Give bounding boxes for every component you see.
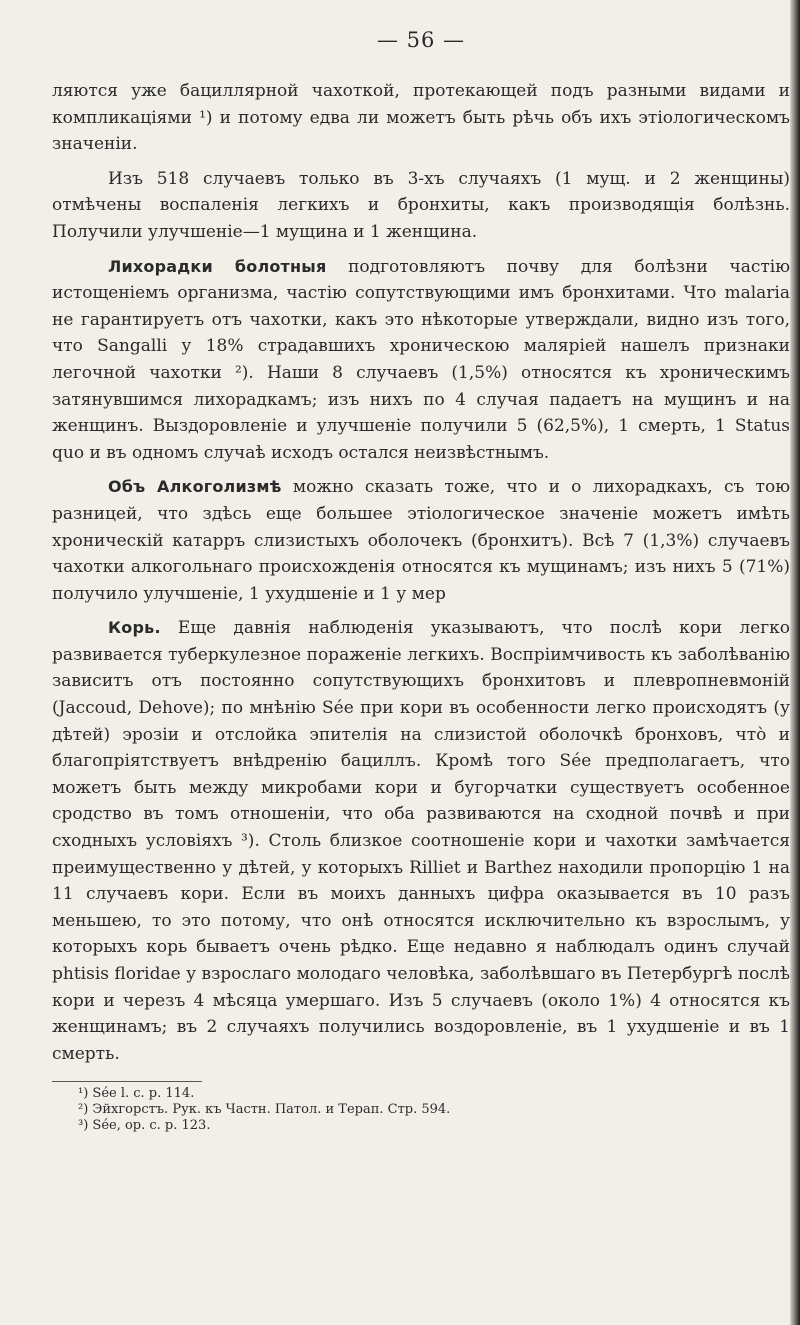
section-heading: Корь.: [108, 618, 161, 638]
paragraph-text: ляются уже бациллярной чахоткой, протекающей подъ разными видами и компликаціями ¹) и потому едва ли можетъ быть рѣчь объ ихъ этіологическомъ значеніи.: [52, 81, 790, 155]
document-page: [52, 28, 790, 1134]
paragraph: [52, 166, 790, 246]
footnote-divider: [52, 1081, 202, 1082]
paragraph-text: Еще давнія наблюденія указываютъ, что послѣ кори легко развивается туберкулезное пораженіе легкихъ. Воспріимчивость къ заболѣванію зависитъ отъ постоянно сопутствующихъ бронхитовъ и плевропневмоній (Jaccoud, Dehove); по мнѣнію Sée при кори въ особенности легко происходятъ (у дѣтей) эрозіи и отслойка эпителія на слизистой оболочкѣ бронховъ, что̀ и благопріятствуетъ внѣдренію бациллъ. Кромѣ того Sée предполагаетъ, что можетъ быть между микробами кори и бугорчатки существуетъ особенное сродство въ томъ отношеніи, что оба развиваются на сходной почвѣ и при сходныхъ условіяхъ ³). Столь близкое соотношеніе кори и чахотки замѣчается преимущественно у дѣтей, у которыхъ Rilliet и Barthez находили пропорцію 1 на 11 случаевъ кори. Если въ моихъ данныхъ цифра оказывается въ 10 разъ меньшею, то это потому, что онѣ относятся исключительно къ взрослымъ, у которыхъ корь бываетъ очень рѣдко. Еще недавно я наблюдалъ одинъ случай phtisis floridae у взрослаго молодаго человѣка, заболѣвшаго въ Петербургѣ послѣ кори и черезъ 4 мѣсяца умершаго. Изъ 5 случаевъ (около 1%) 4 относятся къ женщинамъ; въ 2 случаяхъ получились воздоровленіе, въ 1 ухудшеніе и въ 1 смерть.: [52, 618, 790, 1064]
footnote: ¹) Sée l. c. p. 114.: [78, 1086, 195, 1102]
paragraph: [52, 615, 790, 1067]
page-edge-shadow: [790, 0, 800, 1325]
paragraph-text: подготовляютъ почву для болѣзни частію истощеніемъ организма, частію сопутствующими имъ бронхитами. Что malaria не гарантируетъ отъ чахотки, какъ это нѣкоторые утверждали, видно изъ того, что Sangalli у 18% страдавшихъ хроническою маляріей нашелъ признаки легочной чахотки ²). Наши 8 случаевъ (1,5%) относятся къ хроническимъ затянувшимся лихорадкамъ; изъ нихъ по 4 случая падаетъ на мущинъ и на женщинъ. Выздоровленіе и улучшеніе получили 5 (62,5%), 1 смерть, 1 Status quo и въ одномъ случаѣ исходъ остался неизвѣстнымъ.: [52, 256, 791, 463]
footnote: ²) Эйхгорстъ. Рук. къ Частн. Патол. и Терап. Стр. 594.: [78, 1102, 451, 1118]
paragraph: [52, 474, 790, 607]
paragraph: [52, 78, 790, 158]
section-heading: Лихорадки болотныя: [108, 256, 327, 276]
page-number: — 56 —: [376, 28, 466, 52]
paragraph: [52, 254, 790, 467]
paragraph-text: Изъ 518 случаевъ только въ 3-хъ случаяхъ (1 мущ. и 2 женщины) отмѣчены воспаленія легкихъ и бронхиты, какъ производящія болѣзнь. Получили улучшеніе—1 мущина и 1 женщина.: [52, 168, 790, 242]
paragraph-text: можно сказать тоже, что и о лихорадкахъ, съ тою разницей, что здѣсь еще большее этіологическое значеніе можетъ имѣть хроническій катарръ слизистыхъ оболочекъ (бронхитъ). Всѣ 7 (1,3%) случаевъ чахотки алкогольнаго происхожденія относятся къ мущинамъ; изъ нихъ 5 (71%) получило улучшеніе, 1 ухудшеніе и 1 у мер: [52, 477, 791, 604]
footnotes: [78, 1086, 790, 1134]
section-heading: Объ Алкоголизмѣ: [108, 477, 282, 497]
footnote: ³) Sée, op. c. p. 123.: [78, 1118, 211, 1134]
